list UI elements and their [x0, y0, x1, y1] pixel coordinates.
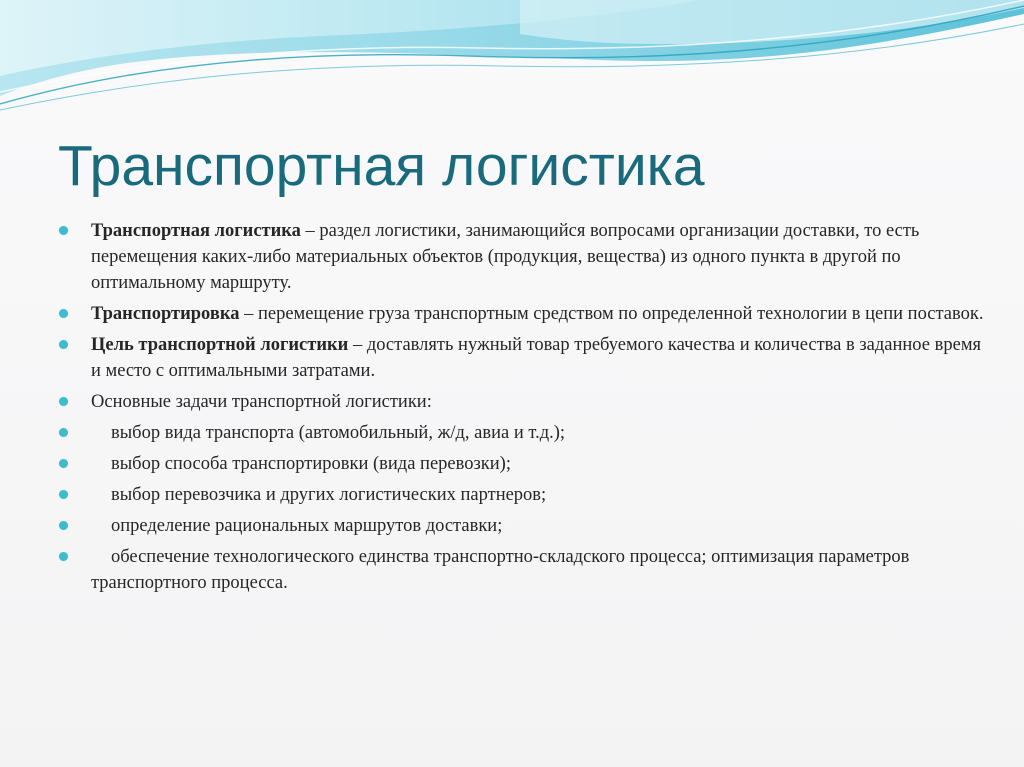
bullet-text: выбор способа транспортировки (вида перевозки);: [111, 454, 511, 474]
bullet-tasks-heading: [58, 389, 988, 415]
bullet-task-item: [58, 451, 988, 477]
bullet-text: обеспечение технологического единства транспортно-складского процесса; оптимизация параметров транспортного процесса.: [91, 547, 910, 593]
bullet-text: выбор перевозчика и других логистических партнеров;: [111, 485, 547, 505]
bullet-dot-icon: [59, 459, 68, 468]
bullet-text: – доставлять нужный товар требуемого качества и количества в заданное время и место с оптимальными затратами.: [91, 335, 982, 381]
bullet-task-item: [58, 482, 988, 508]
bullet-text: Основные задачи транспортной логистики:: [91, 392, 432, 412]
bullet-definition-goal: [58, 332, 988, 384]
bullet-definition-transportation: [58, 301, 988, 327]
bullet-dot-icon: [59, 521, 68, 530]
bullet-dot-icon: [59, 397, 68, 406]
bullet-task-item: [58, 513, 988, 539]
bullet-task-item: [58, 544, 988, 596]
bullet-dot-icon: [59, 552, 68, 561]
slide-title: Транспортная логистика: [58, 134, 705, 198]
bullet-dot-icon: [59, 428, 68, 437]
bullet-dot-icon: [59, 490, 68, 499]
bullet-dot-icon: [59, 309, 68, 318]
bullet-term: Цель транспортной логистики: [91, 335, 349, 355]
bullet-definition-transport-logistics: [58, 218, 988, 296]
bullet-text: определение рациональных маршрутов доставки;: [111, 516, 503, 536]
bullet-dot-icon: [59, 340, 68, 349]
bullet-list: [58, 218, 988, 601]
bullet-text: – раздел логистики, занимающийся вопросами организации доставки, то есть перемещения каких-либо материальных объектов (продукция, вещества) из одного пункта в другой по оптимальному маршруту.: [91, 221, 920, 293]
bullet-term: Транспортная логистика: [91, 221, 301, 241]
bullet-dot-icon: [59, 226, 68, 235]
bullet-text: выбор вида транспорта (автомобильный, ж/д, авиа и т.д.);: [111, 423, 566, 443]
wave-header-decoration: [0, 0, 1024, 120]
bullet-text: – перемещение груза транспортным средством по определенной технологии в цепи поставок.: [239, 304, 984, 324]
bullet-term: Транспортировка: [91, 304, 240, 324]
bullet-task-item: [58, 420, 988, 446]
